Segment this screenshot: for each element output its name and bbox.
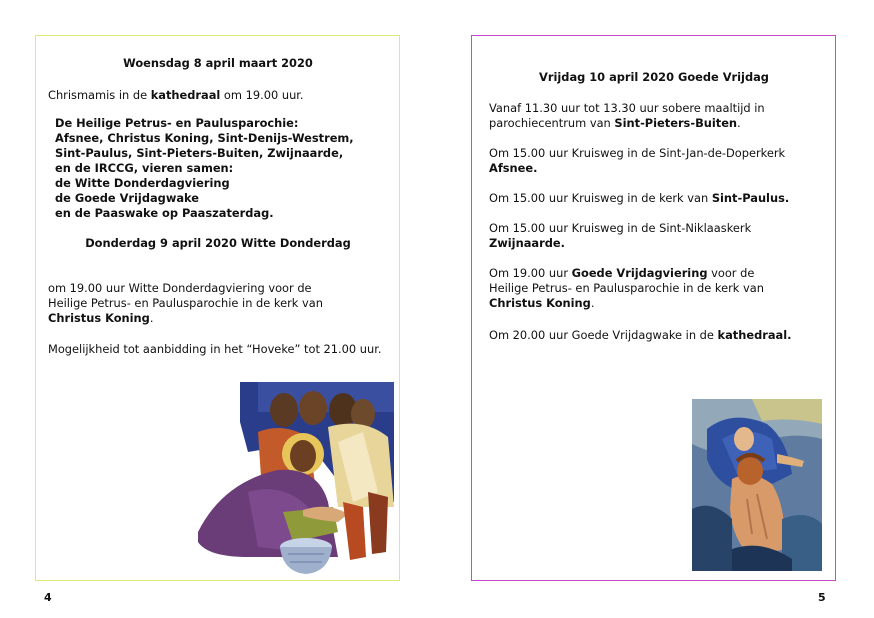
- left-heading-donderdag: Donderdag 9 april 2020 Witte Donderdag: [85, 236, 351, 250]
- block-line-7: en de Paaswake op Paaszaterdag.: [55, 206, 274, 220]
- goede-vrijdagviering-line-1: [489, 266, 754, 281]
- block-line-3: Sint-Paulus, Sint-Pieters-Buiten, Zwijnaarde,: [55, 146, 344, 160]
- block-line-4: en de IRCCG, vieren samen:: [55, 161, 234, 175]
- pieta-painting-illustration: [692, 399, 822, 571]
- goede-vrijdagviering-line-2: Heilige Petrus- en Paulusparochie in de kerk van: [489, 281, 764, 295]
- kruisweg-sint-paulus-line: [489, 191, 789, 206]
- text-run: .: [149, 311, 154, 325]
- text-run: voor de: [707, 266, 755, 280]
- page-number-left: 4: [44, 591, 52, 604]
- goede-vrijdagviering-line-3: [489, 296, 594, 311]
- sint-pieters-buiten-bold: Sint-Pieters-Buiten: [614, 116, 738, 130]
- christus-koning-bold: Christus Koning: [48, 311, 150, 325]
- donderdag-line-3: [48, 311, 153, 326]
- right-heading-vrijdag: Vrijdag 10 april 2020 Goede Vrijdag: [539, 70, 769, 84]
- vrijdagwake-line: [489, 328, 791, 343]
- page-number-right: 5: [818, 591, 826, 604]
- block-line-6: de Goede Vrijdagwake: [55, 191, 200, 205]
- christus-koning-bold: Christus Koning: [489, 296, 591, 310]
- washing-of-feet-illustration: [188, 382, 394, 580]
- kruisweg-zwijnaarde-line-1: Om 15.00 uur Kruisweg in de Sint-Niklaaskerk: [489, 221, 752, 235]
- kruisweg-afsnee-line-1: Om 15.00 uur Kruisweg in de Sint-Jan-de-Doperkerk: [489, 146, 786, 160]
- text-run: Chrismamis in de: [48, 88, 151, 102]
- kathedraal-bold: kathedraal: [150, 88, 221, 102]
- block-line-5: de Witte Donderdagviering: [55, 176, 230, 190]
- left-chrismamis-line: [48, 88, 304, 103]
- goede-vrijdagviering-bold: Goede Vrijdagviering: [571, 266, 708, 280]
- block-line-2: Afsnee, Christus Koning, Sint-Denijs-Westrem,: [55, 131, 354, 145]
- text-run: .: [737, 116, 741, 130]
- text-run: Om 20.00 uur Goede Vrijdagwake in de: [489, 328, 718, 342]
- donderdag-line-2: Heilige Petrus- en Paulusparochie in de kerk van: [48, 296, 323, 310]
- maaltijd-line-1: Vanaf 11.30 uur tot 13.30 uur sobere maaltijd in: [489, 101, 765, 115]
- text-run: parochiecentrum van: [489, 116, 615, 130]
- kruisweg-afsnee-line-2: Afsnee.: [489, 161, 538, 175]
- head-1: [270, 393, 298, 427]
- donderdag-line-1: om 19.00 uur Witte Donderdagviering voor de: [48, 281, 312, 295]
- maaltijd-line-2: [489, 116, 741, 131]
- text-run: om 19.00 uur.: [220, 88, 304, 102]
- kruisweg-zwijnaarde-line-2: Zwijnaarde.: [489, 236, 565, 250]
- block-line-1: De Heilige Petrus- en Paulusparochie:: [55, 116, 299, 130]
- aanbidding-line: Mogelijkheid tot aanbidding in het “Hoveke” tot 21.00 uur.: [48, 342, 382, 356]
- text-run: Om 19.00 uur: [489, 266, 572, 280]
- sint-paulus-bold: Sint-Paulus.: [711, 191, 790, 205]
- left-heading-woensdag: Woensdag 8 april maart 2020: [123, 56, 313, 70]
- kathedraal-bold: kathedraal.: [717, 328, 792, 342]
- text-run: .: [590, 296, 595, 310]
- text-run: Om 15.00 uur Kruisweg in de kerk van: [489, 191, 712, 205]
